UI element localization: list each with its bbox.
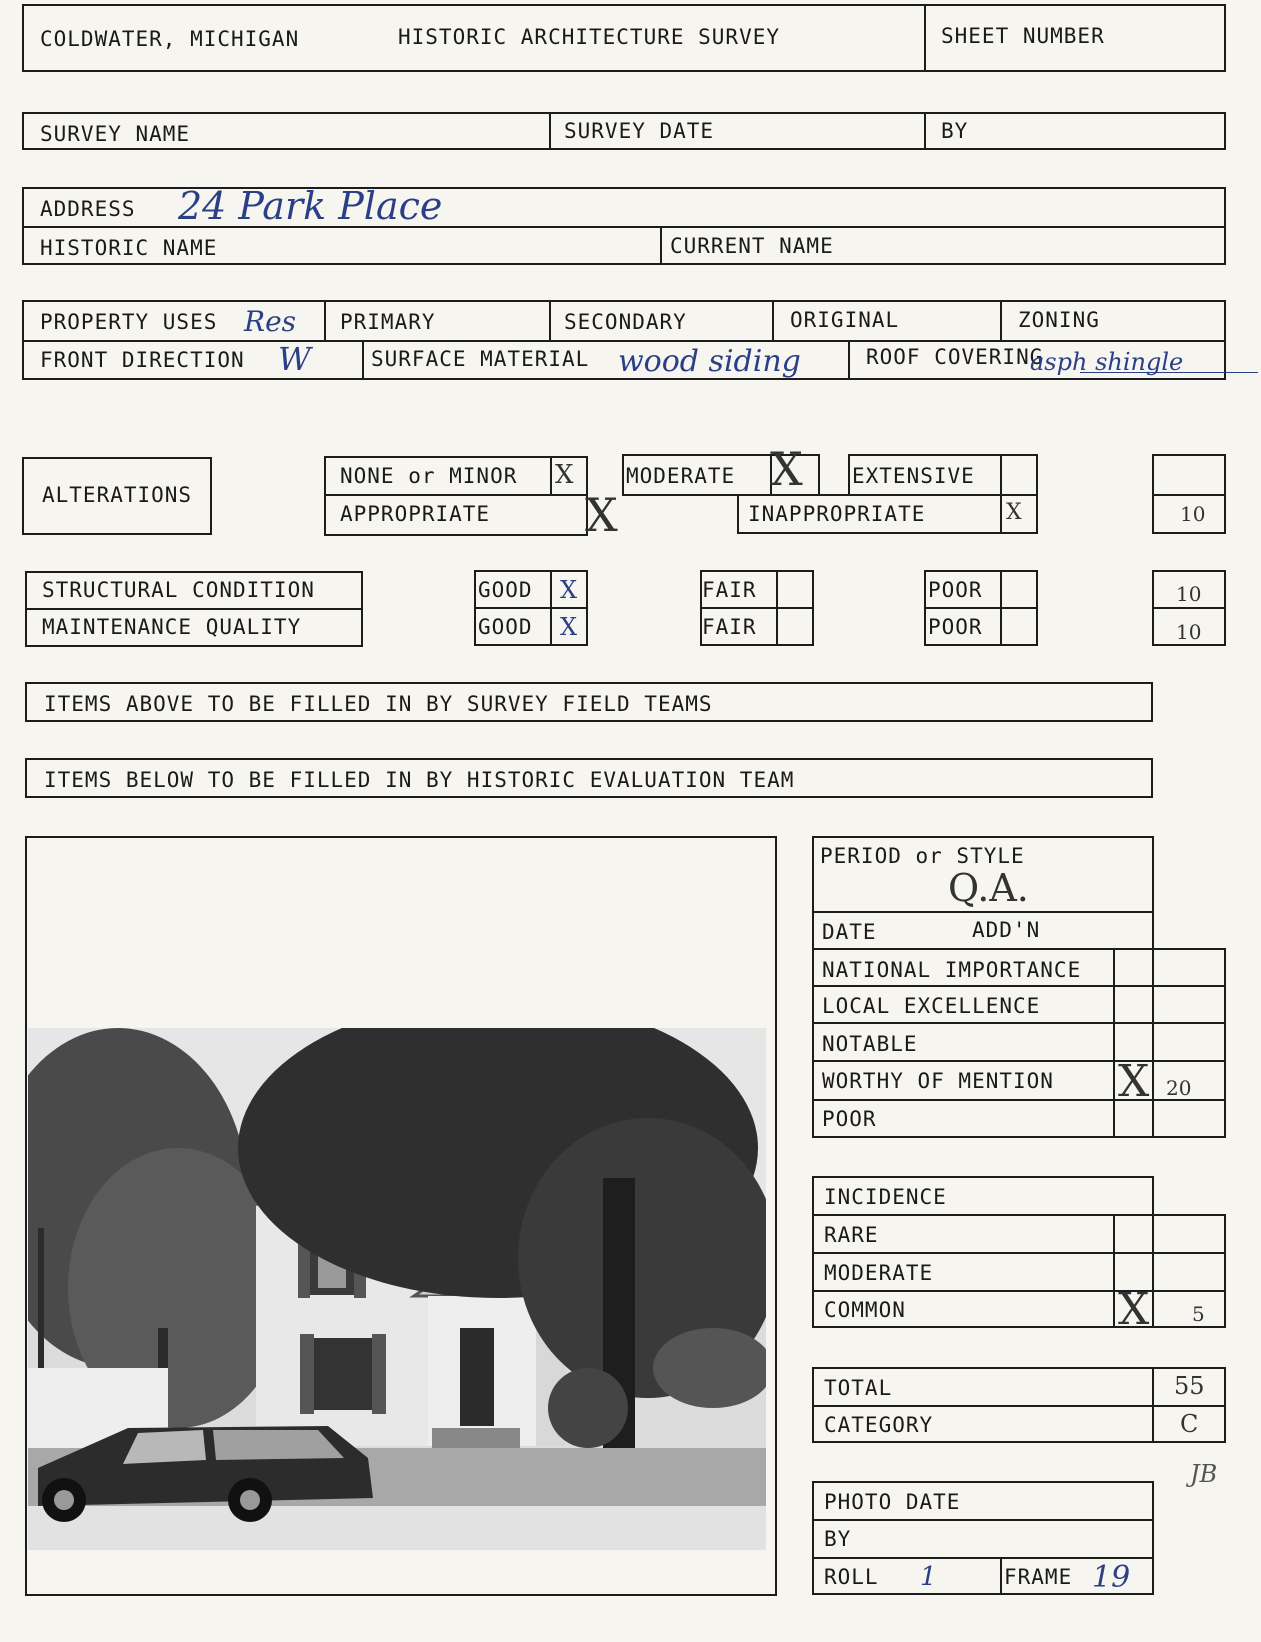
pdiv1: [324, 300, 326, 340]
pdiv3: [772, 300, 774, 340]
pi-h1: [812, 1519, 1154, 1521]
maintenance-good-mark: X: [560, 613, 578, 641]
cond-score-divider: [1152, 607, 1226, 609]
inappropriate-mark: X: [1006, 500, 1022, 525]
reviewer-initials: JB: [1190, 1460, 1218, 1488]
moderate-label: MODERATE: [626, 464, 736, 488]
notable-label: NOTABLE: [822, 1032, 918, 1056]
maintenance-fair-label: FAIR: [702, 615, 757, 639]
imp-v1: [1113, 948, 1115, 1138]
good-check-divider: [550, 570, 552, 646]
cond-divider: [25, 608, 363, 610]
inappropriate-label: INAPPROPRIATE: [748, 502, 926, 526]
inc-v1: [1113, 1214, 1115, 1328]
form-title: HISTORIC ARCHITECTURE SURVEY: [398, 25, 781, 49]
survey-by-label: BY: [941, 119, 969, 143]
national-importance-label: NATIONAL IMPORTANCE: [822, 958, 1082, 982]
poor-rating-label: POOR: [822, 1107, 877, 1131]
address-value: 24 Park Place: [178, 184, 443, 228]
none-minor-label: NONE or MINOR: [340, 464, 518, 488]
appropriate-label: APPROPRIATE: [340, 502, 491, 526]
pi-h2: [812, 1557, 1154, 1559]
imp-h3: [812, 1060, 1226, 1062]
front-direction-value: W: [278, 340, 311, 378]
inc-v2: [1152, 1214, 1154, 1328]
roof-covering-label: ROOF COVERING: [866, 345, 1044, 369]
tot-h1: [812, 1405, 1226, 1407]
header-divider: [924, 4, 926, 72]
extensive-check-divider: [1000, 454, 1002, 496]
frame-label: FRAME: [1004, 1565, 1073, 1589]
zoning-label: ZONING: [1018, 308, 1100, 332]
evaluation-team-note: ITEMS BELOW TO BE FILLED IN BY HISTORIC EVALUATION TEAM: [44, 768, 795, 792]
alterations-label: ALTERATIONS: [42, 483, 193, 507]
good-divider: [474, 607, 588, 609]
worthy-of-mention-label: WORTHY OF MENTION: [822, 1069, 1054, 1093]
maintenance-score: 10: [1176, 620, 1202, 644]
surface-material-label: SURFACE MATERIAL: [371, 347, 590, 371]
imp-h1: [812, 985, 1226, 987]
worthy-mark: X: [1118, 1056, 1150, 1107]
structural-good-mark: X: [560, 576, 578, 604]
survey-divider-1: [549, 112, 551, 150]
common-score: 5: [1192, 1302, 1205, 1326]
local-excellence-label: LOCAL EXCELLENCE: [822, 994, 1041, 1018]
inc-h2: [812, 1290, 1226, 1292]
current-name-label: CURRENT NAME: [670, 234, 834, 258]
worthy-score: 20: [1166, 1076, 1192, 1100]
roll-value: 1: [920, 1562, 937, 1592]
historic-name-label: HISTORIC NAME: [40, 236, 218, 260]
rare-label: RARE: [824, 1223, 879, 1247]
city-label: COLDWATER, MICHIGAN: [40, 27, 300, 51]
addn-label: ADD'N: [972, 918, 1041, 942]
alt-divider-a: [324, 494, 588, 496]
category-label: CATEGORY: [824, 1413, 934, 1437]
total-value: 55: [1174, 1372, 1205, 1400]
none-minor-mark: X: [555, 460, 574, 490]
alt-score-divider: [1152, 494, 1226, 496]
none-check-divider: [550, 456, 552, 494]
tot-v1: [1152, 1367, 1154, 1443]
survey-date-label: SURVEY DATE: [564, 119, 715, 143]
frame-value: 19: [1092, 1560, 1131, 1595]
pdiv5: [362, 340, 364, 380]
survey-divider-2: [924, 112, 926, 150]
poor-check-divider: [1000, 570, 1002, 646]
pdiv2: [549, 300, 551, 340]
moderate-mark: X: [770, 442, 803, 496]
structural-fair-label: FAIR: [702, 578, 757, 602]
total-label: TOTAL: [824, 1376, 893, 1400]
property-divider: [22, 340, 1226, 342]
inappropriate-check-divider: [1000, 494, 1002, 534]
maintenance-good-label: GOOD: [478, 615, 533, 639]
appropriate-mark: X: [585, 488, 618, 542]
house-photo: [28, 1028, 766, 1550]
category-value: C: [1180, 1410, 1199, 1438]
roll-label: ROLL: [824, 1565, 879, 1589]
inc-h1: [812, 1252, 1226, 1254]
name-divider: [660, 226, 662, 265]
photo-by-label: BY: [824, 1527, 852, 1551]
date-label: DATE: [822, 920, 877, 944]
pdiv4: [1000, 300, 1002, 340]
roof-covering-value: asph shingle: [1030, 348, 1184, 376]
photo-date-label: PHOTO DATE: [824, 1490, 961, 1514]
period-value: Q.A.: [948, 866, 1029, 910]
house-photo-illustration: [28, 1028, 766, 1550]
pi-v1: [1000, 1557, 1002, 1595]
incidence-label: INCIDENCE: [824, 1185, 947, 1209]
front-direction-label: FRONT DIRECTION: [40, 348, 245, 372]
structural-good-label: GOOD: [478, 578, 533, 602]
surface-material-value: wood siding: [618, 344, 801, 379]
property-uses-label: PROPERTY USES: [40, 310, 218, 334]
extensive-label: EXTENSIVE: [852, 464, 975, 488]
imp-h2: [812, 1022, 1226, 1024]
address-label: ADDRESS: [40, 197, 136, 221]
property-uses-value: Res: [244, 305, 297, 338]
structural-condition-label: STRUCTURAL CONDITION: [42, 578, 315, 602]
imp-v2: [1152, 948, 1154, 1138]
imp-h4: [812, 1099, 1226, 1101]
field-team-note: ITEMS ABOVE TO BE FILLED IN BY SURVEY FIELD TEAMS: [44, 692, 713, 716]
period-label: PERIOD or STYLE: [820, 844, 1025, 868]
maintenance-quality-label: MAINTENANCE QUALITY: [42, 615, 302, 639]
poor-divider: [924, 607, 1038, 609]
common-label: COMMON: [824, 1298, 906, 1322]
fair-divider: [700, 607, 814, 609]
period-divider: [812, 911, 1154, 913]
alterations-score: 10: [1180, 502, 1206, 526]
sheet-number-label: SHEET NUMBER: [941, 24, 1105, 48]
primary-label: PRIMARY: [340, 310, 436, 334]
structural-score: 10: [1176, 582, 1202, 606]
roof-underline: [1080, 372, 1258, 373]
fair-check-divider: [776, 570, 778, 646]
moderate-incidence-label: MODERATE: [824, 1261, 934, 1285]
secondary-label: SECONDARY: [564, 310, 687, 334]
pdiv6: [848, 340, 850, 380]
common-mark: X: [1118, 1284, 1150, 1335]
maintenance-poor-label: POOR: [928, 615, 983, 639]
original-label: ORIGINAL: [790, 308, 900, 332]
survey-name-label: SURVEY NAME: [40, 122, 191, 146]
structural-poor-label: POOR: [928, 578, 983, 602]
